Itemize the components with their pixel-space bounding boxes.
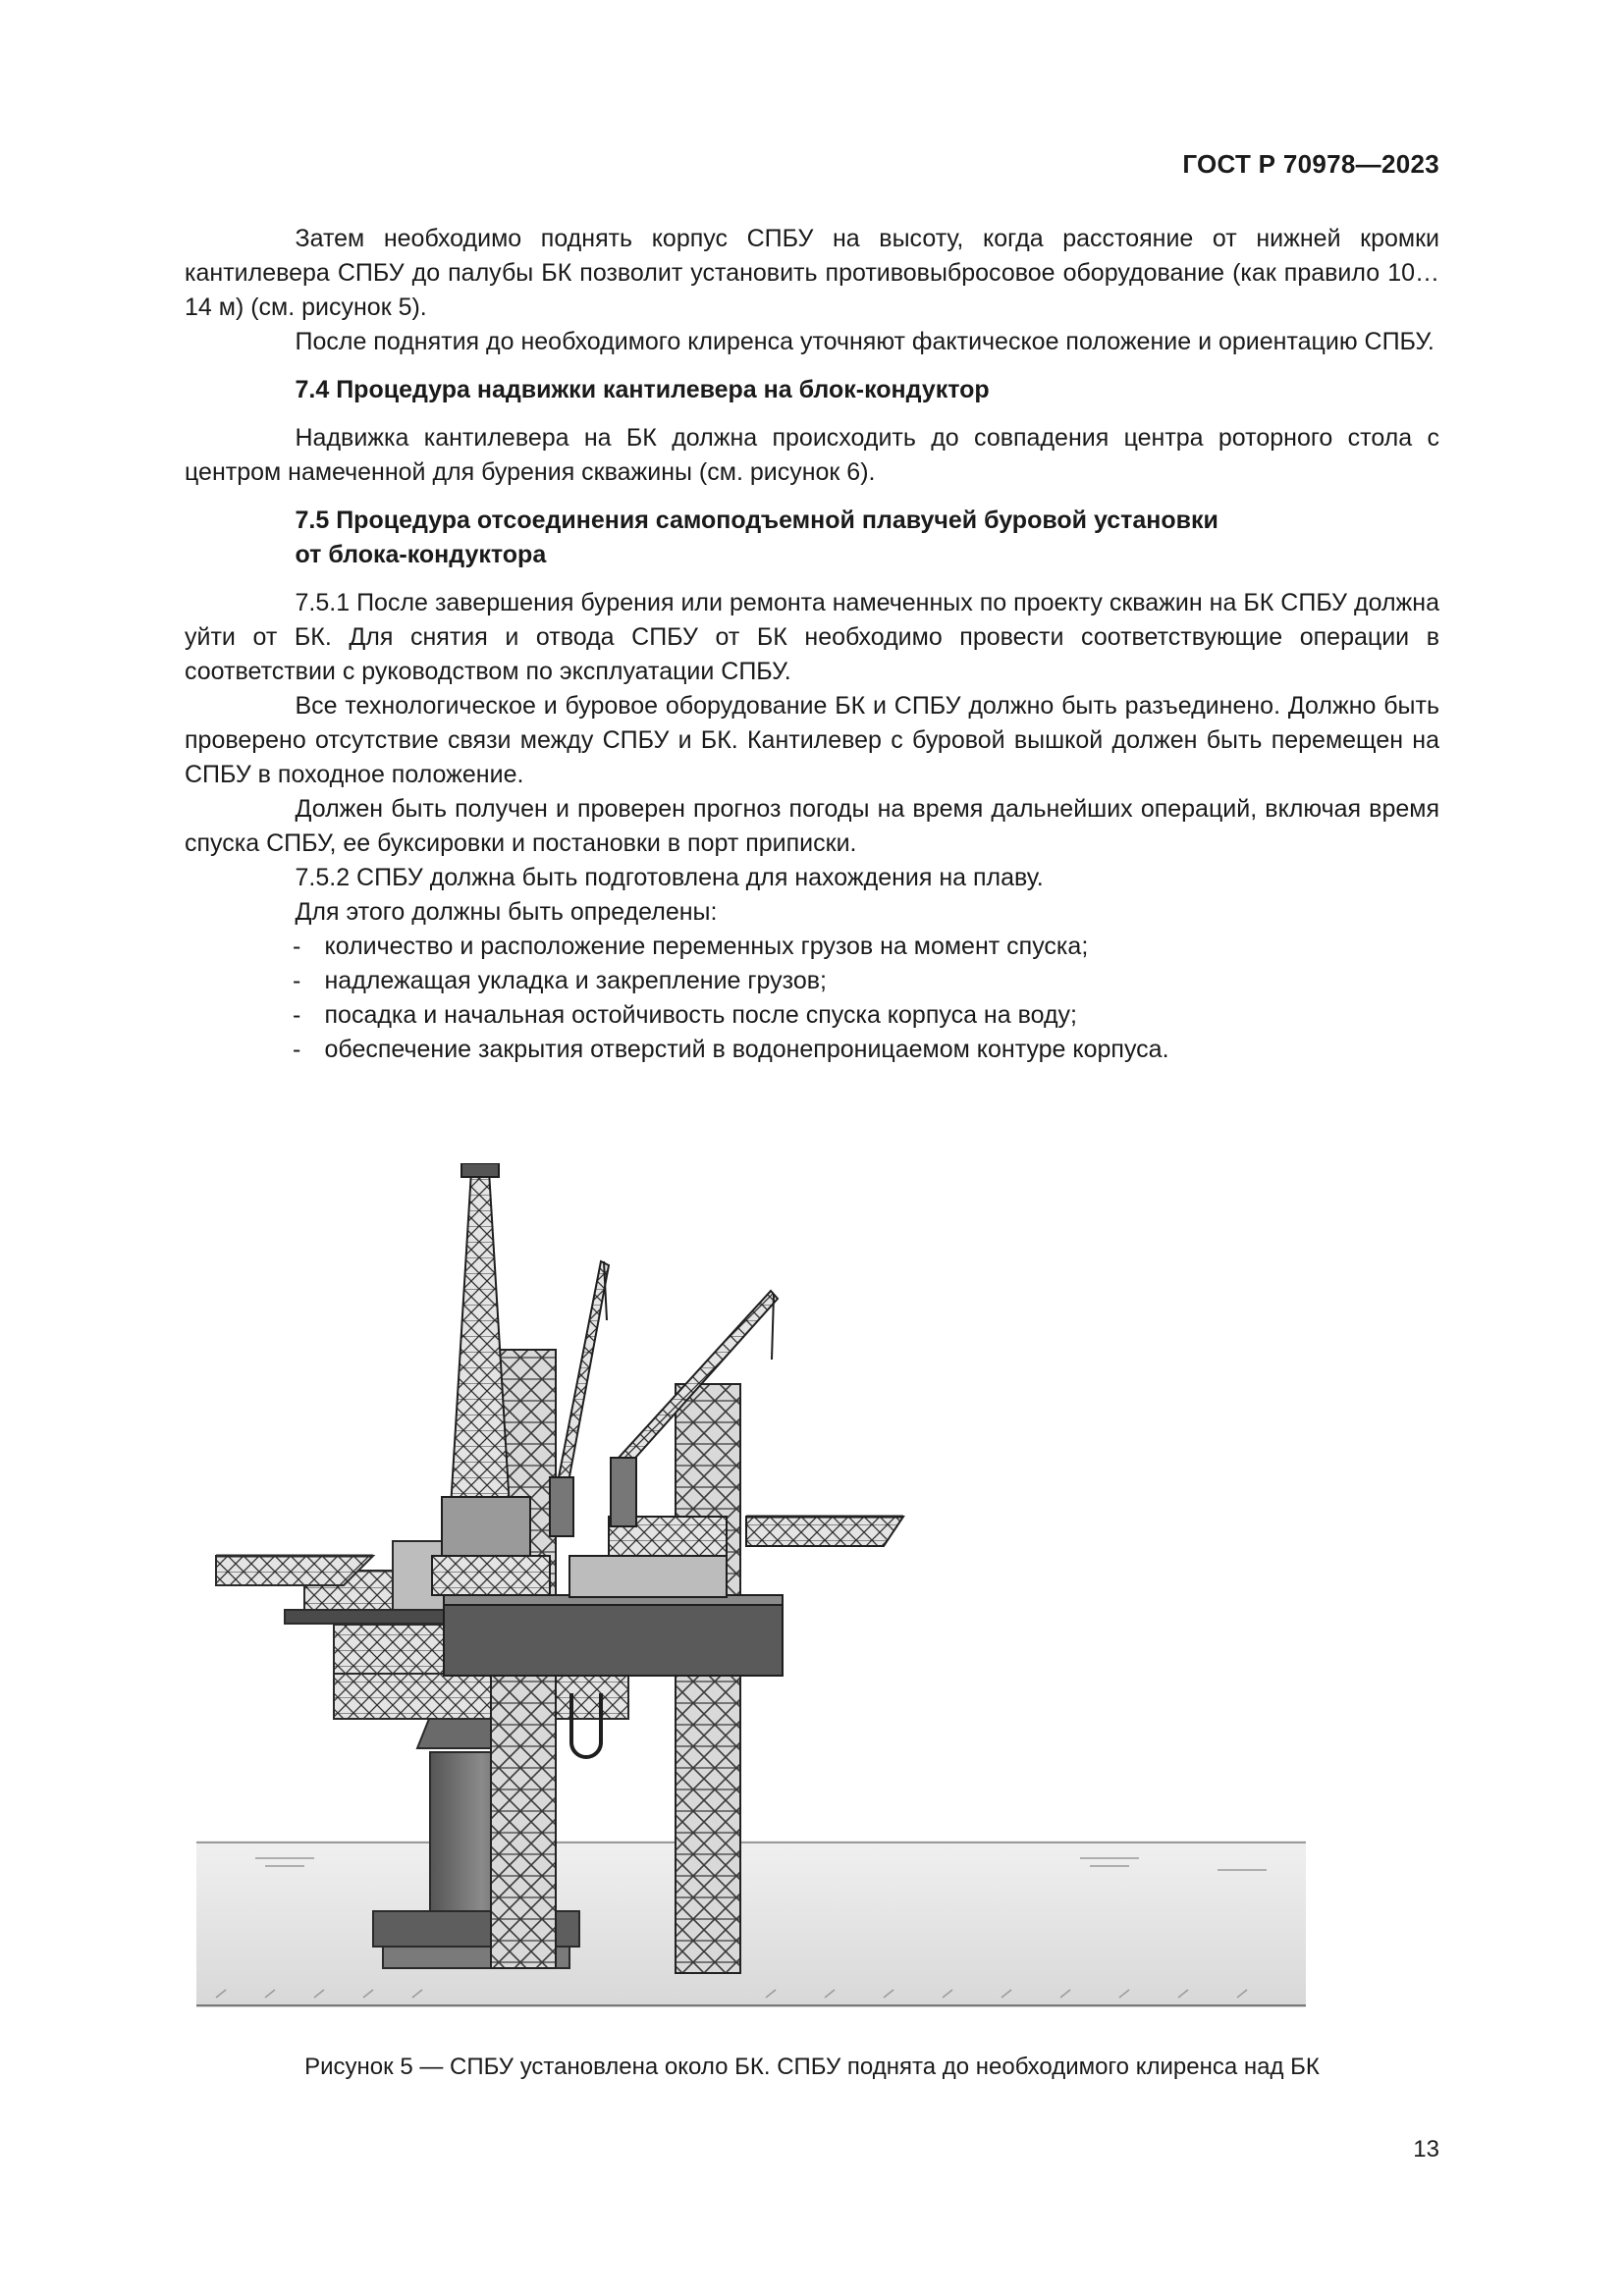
list-item: - посадка и начальная остойчивость после спуска корпуса на воду; [293, 1001, 1077, 1029]
paragraph-raise-hull: Затем необходимо поднять корпус СПБУ на высоту, когда расстояние от нижней кромки кантилевера СПБУ до палубы БК позволит установить противовыбросовое оборудование (как правило 10…14 м) (см. рисунок 5). [185, 225, 1439, 321]
section-heading-7-4: 7.4 Процедура надвижки кантилевера на блок-кондуктор [295, 376, 990, 403]
section-heading-7-5-line1: 7.5 Процедура отсоединения самоподъемной плавучей буровой установки [295, 507, 1218, 534]
paragraph-disconnect: Все технологическое и буровое оборудование БК и СПБУ должно быть разъединено. Должно быть проверено отсутствие связи между СПБУ и БК. Кантилевер с буровой вышкой должен быть перемещен на СПБУ в походное положение. [185, 692, 1439, 788]
figure-caption: Рисунок 5 — СПБУ установлена около БК. СПБУ поднята до необходимого клиренса над БК [304, 2054, 1320, 2080]
figure-jackup-rig-illustration [196, 1163, 1306, 2012]
cranes [550, 1261, 778, 1536]
page-number: 13 [1413, 2136, 1439, 2163]
requirements-list [185, 930, 1439, 1067]
document-designation: ГОСТ Р 70978—2023 [1182, 149, 1439, 179]
helideck [746, 1517, 903, 1546]
paragraph-clearance: После поднятия до необходимого клиренса уточняют фактическое положение и ориентацию СПБУ. [295, 328, 1435, 355]
list-item: - обеспечение закрытия отверстий в водонепроницаемом контуре корпуса. [293, 1036, 1169, 1063]
paragraph-7-5-1: 7.5.1 После завершения бурения или ремонта намеченных по проекту скважин на БК СПБУ должна уйти от БК. Для снятия и отвода СПБУ от БК необходимо провести соответствующие операции в соответствии с руководством по эксплуатации СПБУ. [185, 589, 1439, 685]
paragraph-cantilever-skid: Надвижка кантилевера на БК должна происходить до совпадения центра роторного стола с центром намеченной для бурения скважины (см. рисунок 6). [185, 424, 1439, 486]
paragraph-7-5-2: 7.5.2 СПБУ должна быть подготовлена для нахождения на плаву. [295, 864, 1044, 891]
sea [196, 1841, 1306, 2007]
main-text [185, 222, 1439, 1067]
list-item: - количество и расположение переменных грузов на момент спуска; [293, 933, 1089, 960]
section-heading-7-5-line2: от блока-кондуктора [295, 541, 547, 568]
list-item: - надлежащая укладка и закрепление грузов; [293, 967, 827, 994]
paragraph-list-intro: Для этого должны быть определены: [295, 898, 718, 926]
paragraph-weather: Должен быть получен и проверен прогноз погоды на время дальнейших операций, включая время спуска СПБУ, ее буксировки и постановки в порт приписки. [185, 795, 1439, 857]
